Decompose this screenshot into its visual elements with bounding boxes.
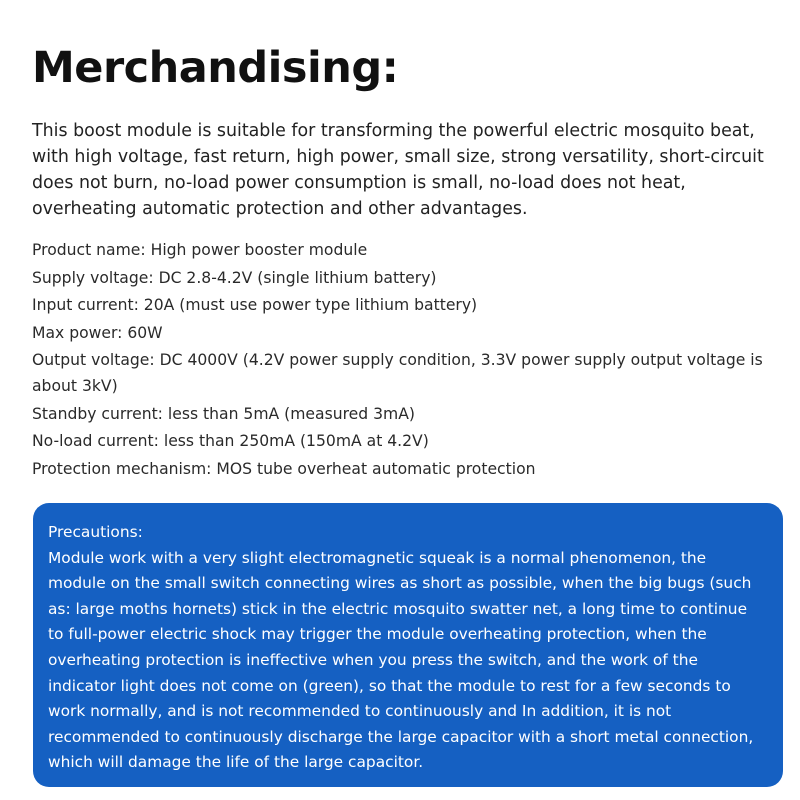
spec-max-power: Max power: 60W — [32, 323, 163, 342]
spec-supply-voltage: Supply voltage: DC 2.8-4.2V (single lithium battery) — [32, 268, 437, 287]
spec-output-voltage: Output voltage: DC 4000V (4.2V power supply condition, 3.3V power supply output voltage is about 3kV) — [32, 351, 763, 395]
spec-product-name: Product name: High power booster module — [32, 241, 368, 259]
spec-list — [32, 237, 780, 483]
precautions-body: Module work with a very slight electromagnetic squeak is a normal phenomenon, the module on the small switch connecting wires as short as possible, when the big bugs (such as: large moths hornets) stick in the electric mosquito swatter net, a long time to continue to full-power electric shock may trigger the module overheating protection, when the overheating protection is ineffective when you press the switch, and the work of the indicator light does not come on (green), so that the module to rest for a few seconds to work normally, and is not recommended to continuously and In addition, it is not recommended to continuously discharge the large capacitor with a short metal connection, which will damage the life of the large capacitor. — [48, 548, 754, 772]
precautions-panel — [33, 503, 783, 787]
spec-protection-mechanism: Protection mechanism: MOS tube overheat automatic protection — [32, 459, 536, 478]
spec-input-current: Input current: 20A (must use power type lithium battery) — [32, 296, 478, 314]
spec-no-load-current: No-load current: less than 250mA (150mA at 4.2V) — [32, 432, 429, 450]
precautions-heading: Precautions: — [48, 523, 143, 541]
page-title: Merchandising: — [32, 43, 399, 93]
spec-standby-current: Standby current: less than 5mA (measured 3mA) — [32, 404, 415, 423]
intro-paragraph: This boost module is suitable for transforming the powerful electric mosquito beat, with high voltage, fast return, high power, small size, strong versatility, short-circuit does not burn, no-load power consumption is small, no-load does not heat, overheating automatic protection and other advantages. — [32, 121, 764, 219]
